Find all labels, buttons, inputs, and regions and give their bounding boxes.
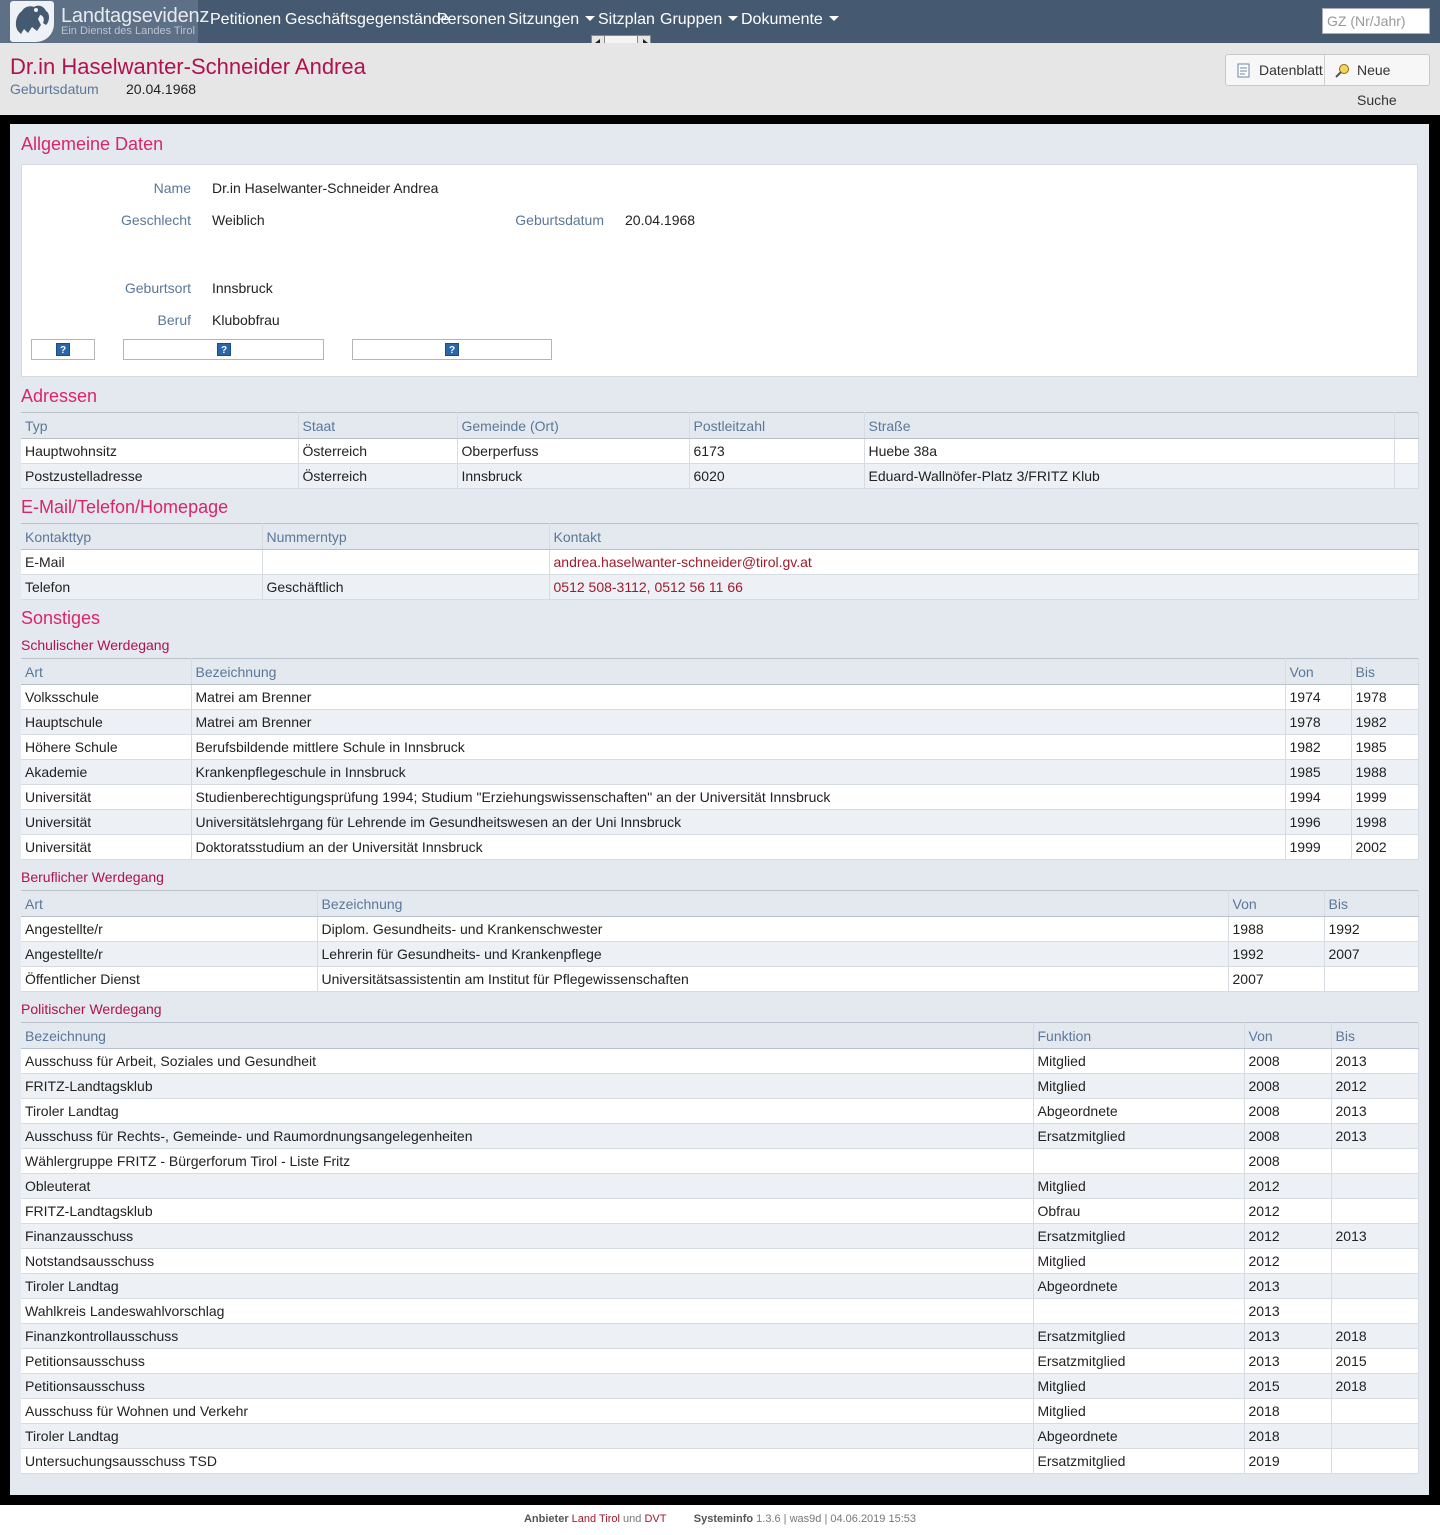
school-career-title: Schulischer Werdegang: [21, 637, 170, 653]
table-cell: [1394, 464, 1418, 489]
app-subtitle: Ein Dienst des Landes Tirol: [61, 25, 195, 37]
nav-geschaeftsgegenstaende[interactable]: Geschäftsgegenstände: [285, 11, 450, 28]
table-cell: 2013: [1244, 1349, 1331, 1374]
table-cell: Postzustelladresse: [21, 464, 298, 489]
table-cell: 1999: [1285, 835, 1351, 860]
table-cell: Eduard-Wallnöfer-Platz 3/FRITZ Klub: [864, 464, 1394, 489]
help-icon[interactable]: ?: [217, 343, 231, 356]
table-cell: Abgeordnete: [1033, 1099, 1244, 1124]
school-table: [21, 658, 1419, 860]
birthplace-value: Innsbruck: [212, 280, 273, 296]
table-cell: Lehrerin für Gesundheits- und Krankenpflege: [317, 942, 1228, 967]
table-row: [21, 710, 1418, 735]
table-cell: 2002: [1351, 835, 1418, 860]
table-cell: 2013: [1244, 1274, 1331, 1299]
section-general-title: Allgemeine Daten: [21, 134, 164, 154]
table-cell: [1331, 1199, 1418, 1224]
table-row: [21, 1324, 1418, 1349]
table-row: [21, 1149, 1418, 1174]
page-title: Dr.in Haselwanter-Schneider Andrea: [10, 54, 366, 79]
table-row: [21, 1224, 1418, 1249]
table-row: [21, 1449, 1418, 1474]
table-row: [21, 835, 1418, 860]
table-row: [21, 760, 1418, 785]
table-cell: 2015: [1244, 1374, 1331, 1399]
col-header[interactable]: Bis: [1324, 891, 1418, 917]
provider-link-dvt[interactable]: DVT: [644, 1513, 667, 1525]
table-cell: Mitglied: [1033, 1049, 1244, 1074]
table-cell: Huebe 38a: [864, 439, 1394, 464]
chevron-down-icon: [829, 16, 839, 21]
col-header[interactable]: Bezeichnung: [317, 891, 1228, 917]
table-row: [21, 464, 1418, 489]
table-cell: Innsbruck: [457, 464, 689, 489]
table-cell: Berufsbildende mittlere Schule in Innsbruck: [191, 735, 1285, 760]
birthdate-field-label: Geburtsdatum: [515, 212, 604, 228]
table-cell: [1331, 1274, 1418, 1299]
nav-sitzplan[interactable]: Sitzplan: [598, 11, 655, 28]
table-cell: 2007: [1228, 967, 1324, 992]
table-cell: 1999: [1351, 785, 1418, 810]
table-cell: 1985: [1351, 735, 1418, 760]
table-cell: Universität: [21, 835, 191, 860]
nav-gruppen-label: Gruppen: [660, 11, 723, 28]
col-header[interactable]: Von: [1228, 891, 1324, 917]
col-header[interactable]: Funktion: [1033, 1023, 1244, 1049]
table-cell: 1998: [1351, 810, 1418, 835]
placeholder-image-box: [31, 339, 95, 360]
table-cell: [1033, 1149, 1244, 1174]
table-cell: Abgeordnete: [1033, 1424, 1244, 1449]
table-cell: Obleuterat: [21, 1174, 1033, 1199]
table-row: [21, 1124, 1418, 1149]
table-row: [21, 1074, 1418, 1099]
table-cell: 2012: [1331, 1074, 1418, 1099]
table-cell: 2013: [1244, 1324, 1331, 1349]
table-cell: E-Mail: [21, 550, 262, 575]
contact-table: [21, 523, 1419, 600]
table-cell: 2013: [1331, 1124, 1418, 1149]
table-cell: Angestellte/r: [21, 917, 317, 942]
table-row: [21, 1174, 1418, 1199]
table-cell: 2008: [1244, 1074, 1331, 1099]
col-header[interactable]: Bezeichnung: [191, 659, 1285, 685]
table-cell: Mitglied: [1033, 1074, 1244, 1099]
table-cell: Mitglied: [1033, 1174, 1244, 1199]
table-cell: Obfrau: [1033, 1199, 1244, 1224]
col-header[interactable]: Nummerntyp: [262, 524, 549, 550]
table-row: [21, 1049, 1418, 1074]
table-row: [21, 1374, 1418, 1399]
new-search-label: Neue Suche: [1357, 62, 1397, 108]
placeholder-image-box: [123, 339, 324, 360]
table-cell: 1978: [1285, 710, 1351, 735]
political-table: [21, 1022, 1419, 1474]
table-cell: 1992: [1228, 942, 1324, 967]
table-cell: 1992: [1324, 917, 1418, 942]
tirol-eagle-icon: [10, 1, 54, 42]
table-cell: Abgeordnete: [1033, 1274, 1244, 1299]
name-value: Dr.in Haselwanter-Schneider Andrea: [212, 180, 439, 196]
col-header[interactable]: Kontakttyp: [21, 524, 262, 550]
table-cell: Höhere Schule: [21, 735, 191, 760]
email-link[interactable]: andrea.haselwanter-schneider@tirol.gv.at: [553, 554, 812, 570]
sysinfo-label: Systeminfo: [693, 1513, 754, 1525]
table-cell: 1994: [1285, 785, 1351, 810]
col-header[interactable]: Kontakt: [549, 524, 1418, 550]
table-cell: Öffentlicher Dienst: [21, 967, 317, 992]
table-cell: Tiroler Landtag: [21, 1274, 1033, 1299]
top-navigation: [0, 0, 1440, 43]
table-row: [21, 942, 1418, 967]
chevron-down-icon: [585, 16, 595, 21]
table-cell: Doktoratsstudium an der Universität Innsbruck: [191, 835, 1285, 860]
table-cell: [1324, 967, 1418, 992]
table-cell: Hauptschule: [21, 710, 191, 735]
table-cell: 2008: [1244, 1049, 1331, 1074]
search-icon: [1335, 63, 1351, 78]
chevron-down-icon: [728, 16, 738, 21]
table-cell: 2015: [1331, 1349, 1418, 1374]
table-cell: [1331, 1399, 1418, 1424]
table-cell: Tiroler Landtag: [21, 1099, 1033, 1124]
table-cell: Untersuchungsausschuss TSD: [21, 1449, 1033, 1474]
table-cell: Ersatzmitglied: [1033, 1124, 1244, 1149]
table-cell: Volksschule: [21, 685, 191, 710]
col-header[interactable]: Art: [21, 659, 191, 685]
table-cell: 2013: [1331, 1224, 1418, 1249]
table-cell: Mitglied: [1033, 1399, 1244, 1424]
table-cell: 2012: [1244, 1224, 1331, 1249]
job-label: Beruf: [157, 312, 191, 328]
table-cell: 1996: [1285, 810, 1351, 835]
table-cell: Notstandsausschuss: [21, 1249, 1033, 1274]
table-cell: 2012: [1244, 1199, 1331, 1224]
nav-gruppen[interactable]: [660, 11, 738, 29]
table-row: [21, 917, 1418, 942]
table-row: [21, 550, 1418, 575]
section-addresses-title: Adressen: [21, 386, 98, 406]
table-row: [21, 1349, 1418, 1374]
table-cell: 1982: [1351, 710, 1418, 735]
table-cell: 2013: [1244, 1299, 1331, 1324]
table-cell: Ersatzmitglied: [1033, 1324, 1244, 1349]
table-cell: 2008: [1244, 1124, 1331, 1149]
gz-search-input[interactable]: [1322, 8, 1430, 34]
table-cell: Mitglied: [1033, 1249, 1244, 1274]
table-cell: Universitätsassistentin am Institut für Pflegewissenschaften: [317, 967, 1228, 992]
nav-sitzungen-label: Sitzungen: [508, 11, 580, 28]
table-cell: Universität: [21, 810, 191, 835]
table-cell: 1982: [1285, 735, 1351, 760]
table-cell: [1331, 1449, 1418, 1474]
table-cell: [1331, 1149, 1418, 1174]
action-button-group: [1225, 54, 1430, 108]
table-cell: Matrei am Brenner: [191, 685, 1285, 710]
document-icon: [1237, 63, 1251, 78]
table-cell: [1033, 1299, 1244, 1324]
col-header[interactable]: Postleitzahl: [689, 413, 864, 439]
help-icon[interactable]: ?: [445, 343, 459, 356]
table-cell: 2008: [1244, 1099, 1331, 1124]
name-label: Name: [153, 180, 191, 196]
table-cell: Akademie: [21, 760, 191, 785]
sysinfo-value: 1.3.6 | was9d | 04.06.2019 15:53: [756, 1513, 916, 1525]
table-cell: Matrei am Brenner: [191, 710, 1285, 735]
section-contact-title: E-Mail/Telefon/Homepage: [21, 497, 229, 517]
nav-personen[interactable]: Personen: [437, 11, 506, 28]
page-footer: [0, 1513, 1440, 1525]
table-cell: Krankenpflegeschule in Innsbruck: [191, 760, 1285, 785]
table-cell: 1988: [1351, 760, 1418, 785]
table-cell: Diplom. Gesundheits- und Krankenschwester: [317, 917, 1228, 942]
table-cell: [262, 550, 549, 575]
table-row: [21, 1274, 1418, 1299]
new-search-button[interactable]: [1324, 55, 1429, 108]
provider-and: und: [623, 1513, 642, 1525]
table-row: [21, 810, 1418, 835]
table-cell: [549, 575, 1418, 600]
table-cell: 2012: [1244, 1174, 1331, 1199]
table-cell: 1974: [1285, 685, 1351, 710]
table-cell: 6173: [689, 439, 864, 464]
table-cell: Österreich: [298, 439, 457, 464]
table-cell: Ausschuss für Arbeit, Soziales und Gesundheit: [21, 1049, 1033, 1074]
provider-label: Anbieter: [523, 1513, 569, 1525]
col-header[interactable]: Von: [1244, 1023, 1331, 1049]
table-cell: Studienberechtigungsprüfung 1994; Studium "Erziehungswissenschaften" an der Universität Innsbruck: [191, 785, 1285, 810]
table-cell: Hauptwohnsitz: [21, 439, 298, 464]
table-cell: 2018: [1331, 1324, 1418, 1349]
table-cell: [1331, 1174, 1418, 1199]
career-table: [21, 890, 1419, 992]
birthplace-label: Geburtsort: [124, 280, 191, 296]
table-row: [21, 1399, 1418, 1424]
table-cell: Wahlkreis Landeswahlvorschlag: [21, 1299, 1033, 1324]
table-cell: Ersatzmitglied: [1033, 1349, 1244, 1374]
political-career-title: Politischer Werdegang: [21, 1001, 162, 1017]
col-header[interactable]: Typ: [21, 413, 298, 439]
table-cell: Tiroler Landtag: [21, 1424, 1033, 1449]
col-header[interactable]: Staat: [298, 413, 457, 439]
table-cell: FRITZ-Landtagsklub: [21, 1199, 1033, 1224]
col-header[interactable]: Bis: [1351, 659, 1418, 685]
table-cell: FRITZ-Landtagsklub: [21, 1074, 1033, 1099]
birthdate-label: Geburtsdatum: [10, 81, 99, 97]
table-cell: Finanzausschuss: [21, 1224, 1033, 1249]
col-header[interactable]: Art: [21, 891, 317, 917]
table-cell: Finanzkontrollausschuss: [21, 1324, 1033, 1349]
table-cell: 2019: [1244, 1449, 1331, 1474]
professional-career-title: Beruflicher Werdegang: [21, 869, 164, 885]
table-cell: 1978: [1351, 685, 1418, 710]
table-cell: 2007: [1324, 942, 1418, 967]
table-row: [21, 1249, 1418, 1274]
col-header[interactable]: Bezeichnung: [21, 1023, 1033, 1049]
table-row: [21, 685, 1418, 710]
nav-dokumente-label: Dokumente: [741, 11, 823, 28]
table-cell: Angestellte/r: [21, 942, 317, 967]
table-cell: 1985: [1285, 760, 1351, 785]
phone-link[interactable]: 0512 508-3112, 0512 56 11 66: [553, 579, 743, 595]
table-cell: [549, 550, 1418, 575]
table-cell: 1988: [1228, 917, 1324, 942]
table-cell: Telefon: [21, 575, 262, 600]
table-cell: 6020: [689, 464, 864, 489]
table-row: [21, 785, 1418, 810]
table-cell: [1331, 1249, 1418, 1274]
app-title: Landtagsevidenz: [61, 5, 210, 27]
table-cell: Mitglied: [1033, 1374, 1244, 1399]
table-cell: 2018: [1331, 1374, 1418, 1399]
app-logo[interactable]: [0, 0, 210, 43]
datasheet-label: Datenblatt: [1259, 62, 1323, 78]
table-cell: [1331, 1299, 1418, 1324]
table-cell: Oberperfuss: [457, 439, 689, 464]
table-row: [21, 575, 1418, 600]
table-cell: 2012: [1244, 1249, 1331, 1274]
table-cell: Österreich: [298, 464, 457, 489]
table-cell: Universität: [21, 785, 191, 810]
table-cell: Geschäftlich: [262, 575, 549, 600]
table-cell: [1394, 439, 1418, 464]
birthdate-value: 20.04.1968: [126, 81, 197, 97]
table-row: [21, 1299, 1418, 1324]
table-row: [21, 967, 1418, 992]
table-cell: 2008: [1244, 1149, 1331, 1174]
col-header[interactable]: Straße: [864, 413, 1394, 439]
table-cell: 2013: [1331, 1099, 1418, 1124]
table-cell: Wählergruppe FRITZ - Bürgerforum Tirol - Liste Fritz: [21, 1149, 1033, 1174]
table-row: [21, 1199, 1418, 1224]
table-cell: Ersatzmitglied: [1033, 1224, 1244, 1249]
nav-dokumente[interactable]: [741, 11, 839, 29]
datasheet-button[interactable]: [1226, 55, 1325, 85]
section-other-title: Sonstiges: [21, 608, 101, 628]
table-cell: 2018: [1244, 1399, 1331, 1424]
table-cell: 2018: [1244, 1424, 1331, 1449]
table-cell: [1331, 1424, 1418, 1449]
col-header: [1394, 413, 1418, 439]
table-cell: Ausschuss für Wohnen und Verkehr: [21, 1399, 1033, 1424]
placeholder-image-box: [352, 339, 552, 360]
table-row: [21, 1424, 1418, 1449]
table-row: [21, 439, 1418, 464]
table-cell: Petitionsausschuss: [21, 1374, 1033, 1399]
job-value: Klubobfrau: [212, 312, 280, 328]
table-row: [21, 735, 1418, 760]
person-header: [0, 43, 1440, 115]
addresses-table: [21, 412, 1419, 489]
table-cell: 2013: [1331, 1049, 1418, 1074]
nav-petitionen[interactable]: Petitionen: [210, 11, 282, 28]
col-header[interactable]: Bis: [1331, 1023, 1418, 1049]
provider-link-land-tirol[interactable]: Land Tirol: [571, 1513, 620, 1525]
table-cell: Petitionsausschuss: [21, 1349, 1033, 1374]
gender-label: Geschlecht: [120, 212, 191, 228]
birthdate-field-value: 20.04.1968: [625, 212, 696, 228]
col-header[interactable]: Gemeinde (Ort): [457, 413, 689, 439]
gender-value: Weiblich: [212, 212, 265, 228]
table-cell: Ausschuss für Rechts-, Gemeinde- und Raumordnungsangelegenheiten: [21, 1124, 1033, 1149]
col-header[interactable]: Von: [1285, 659, 1351, 685]
help-icon[interactable]: ?: [56, 343, 70, 356]
nav-sitzungen[interactable]: [508, 11, 595, 29]
table-cell: Ersatzmitglied: [1033, 1449, 1244, 1474]
table-cell: Universitätslehrgang für Lehrende im Gesundheitswesen an der Uni Innsbruck: [191, 810, 1285, 835]
table-row: [21, 1099, 1418, 1124]
